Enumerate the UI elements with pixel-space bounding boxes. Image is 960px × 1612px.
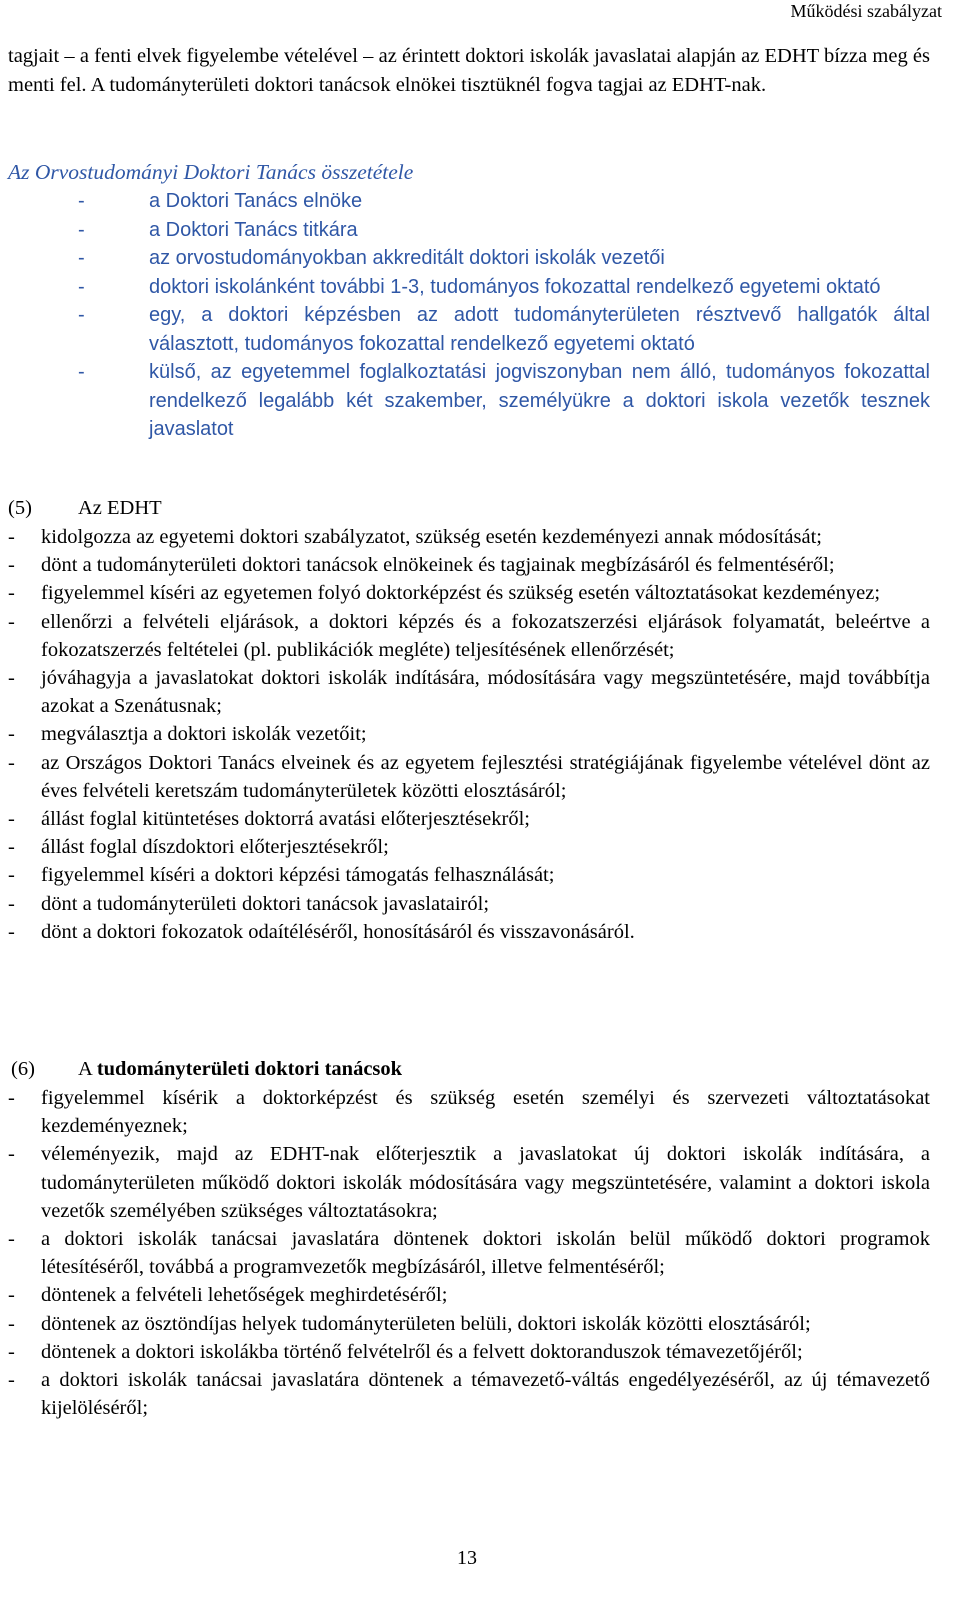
- list-item: - jóváhagyja a javaslatokat doktori iskolák indítására, módosítására vagy megszüntetésére, majd továbbítja azokat a Szenátusnak;: [8, 667, 930, 718]
- list-item: - a Doktori Tanács titkára: [78, 218, 358, 241]
- council-duties-list: [8, 1084, 930, 1422]
- list-item: - a doktori iskolák tanácsai javaslatára döntenek a témavezető-váltás engedélyezéséről, az új témavezető kijelöléséről;: [8, 1369, 930, 1420]
- list-item: - megválasztja a doktori iskolák vezetőit;: [8, 723, 367, 746]
- composition-list: [8, 187, 930, 444]
- list-item: - kidolgozza az egyetemi doktori szabályzatot, szükség esetén kezdeményezi annak módosítását;: [8, 526, 822, 548]
- list-item: - véleményezik, majd az EDHT-nak előterjesztik a javaslatokat új doktori iskolák indítására, a tudományterületen működő doktori iskolák módosítására vagy megszüntetésére, valamint a doktori iskola vezetők személyében szükséges változtatásokra;: [8, 1143, 930, 1222]
- list-item: - az orvostudományokban akkreditált doktori iskolák vezetői: [78, 247, 665, 269]
- list-item: - figyelemmel kíséri az egyetemen folyó doktorképzést és szükség esetén változtatásokat kezdeményez;: [8, 582, 881, 605]
- section-5-heading: (5) Az EDHT: [8, 497, 162, 519]
- section-6: [8, 1055, 930, 1422]
- list-item: - döntenek a doktori iskolákba történő felvételről és a felvett doktoranduszok témavezetőjéről;: [8, 1340, 803, 1363]
- list-item: - a Doktori Tanács elnöke: [78, 190, 363, 212]
- list-item: - dönt a tudományterületi doktori tanácsok elnökeinek és tagjainak megbízásáról és felmentéséről;: [8, 554, 835, 577]
- list-item: - külső, az egyetemmel foglalkoztatási jogviszonyban nem álló, tudományos fokozattal rendelkező legalább két szakember, személyükre a doktori iskola vezetők tesznek javaslatot: [78, 361, 930, 440]
- list-item: - doktori iskolánként további 1-3, tudományos fokozattal rendelkező egyetemi oktató: [78, 275, 881, 298]
- medical-council-composition: [8, 158, 930, 444]
- section-6-heading: (6) A tudományterületi doktori tanácsok: [11, 1058, 403, 1080]
- list-item: - figyelemmel kíséri a doktori képzési támogatás felhasználását;: [8, 864, 555, 887]
- list-item: - döntenek az ösztöndíjas helyek tudományterületen belüli, doktori iskolák közötti elosztásáról;: [8, 1312, 811, 1335]
- list-item: - állást foglal kitüntetéses doktorrá avatási előterjesztésekről;: [8, 808, 530, 831]
- running-header: Működési szabályzat: [790, 1, 942, 21]
- page-number: 13: [457, 1547, 477, 1569]
- list-item: - figyelemmel kísérik a doktorképzést és szükség esetén személyi és szervezeti változtatásokat kezdeményeznek;: [8, 1087, 930, 1138]
- list-item: - egy, a doktori képzésben az adott tudományterületen résztvevő hallgatók által választott, tudományos fokozattal rendelkező egyetemi oktató: [78, 304, 930, 355]
- medical-council-title: Az Orvostudományi Doktori Tanács összetétele: [8, 160, 414, 184]
- list-item: - döntenek a felvételi lehetőségek meghirdetéséről;: [8, 1284, 448, 1307]
- list-item: - dönt a doktori fokozatok odaítéléséről, honosításáról és visszavonásáról.: [8, 920, 635, 943]
- section-5: [8, 494, 930, 946]
- list-item: - az Országos Doktori Tanács elveinek és az egyetem fejlesztési stratégiájának figyelembe vételével dönt az éves felvételi keretszám tudományterületek közötti elosztásáról;: [8, 751, 930, 802]
- list-item: - ellenőrzi a felvételi eljárások, a doktori képzés és a fokozatszerzési eljárások folyamatát, beleértve a fokozatszerzés feltételei (pl. publikációk megléte) teljesítésének ellenőrzését;: [8, 610, 930, 661]
- list-item: - a doktori iskolák tanácsai javaslatára döntenek doktori iskolán belül működő doktori programok létesítéséről, továbbá a programvezetők megbízásáról, illetve felmentéséről;: [8, 1228, 930, 1279]
- list-item: - dönt a tudományterületi doktori tanácsok javaslatairól;: [8, 892, 490, 915]
- edht-duties-list: [8, 523, 930, 946]
- intro-paragraph: tagjait – a fenti elvek figyelembe vételével – az érintett doktori iskolák javaslatai alapján az EDHT bízza meg és menti fel. A tudományterületi doktori tanácsok elnökei tisztüknél fogva tagjai az EDHT-nak.: [8, 45, 930, 96]
- list-item: - állást foglal díszdoktori előterjesztésekről;: [8, 836, 389, 859]
